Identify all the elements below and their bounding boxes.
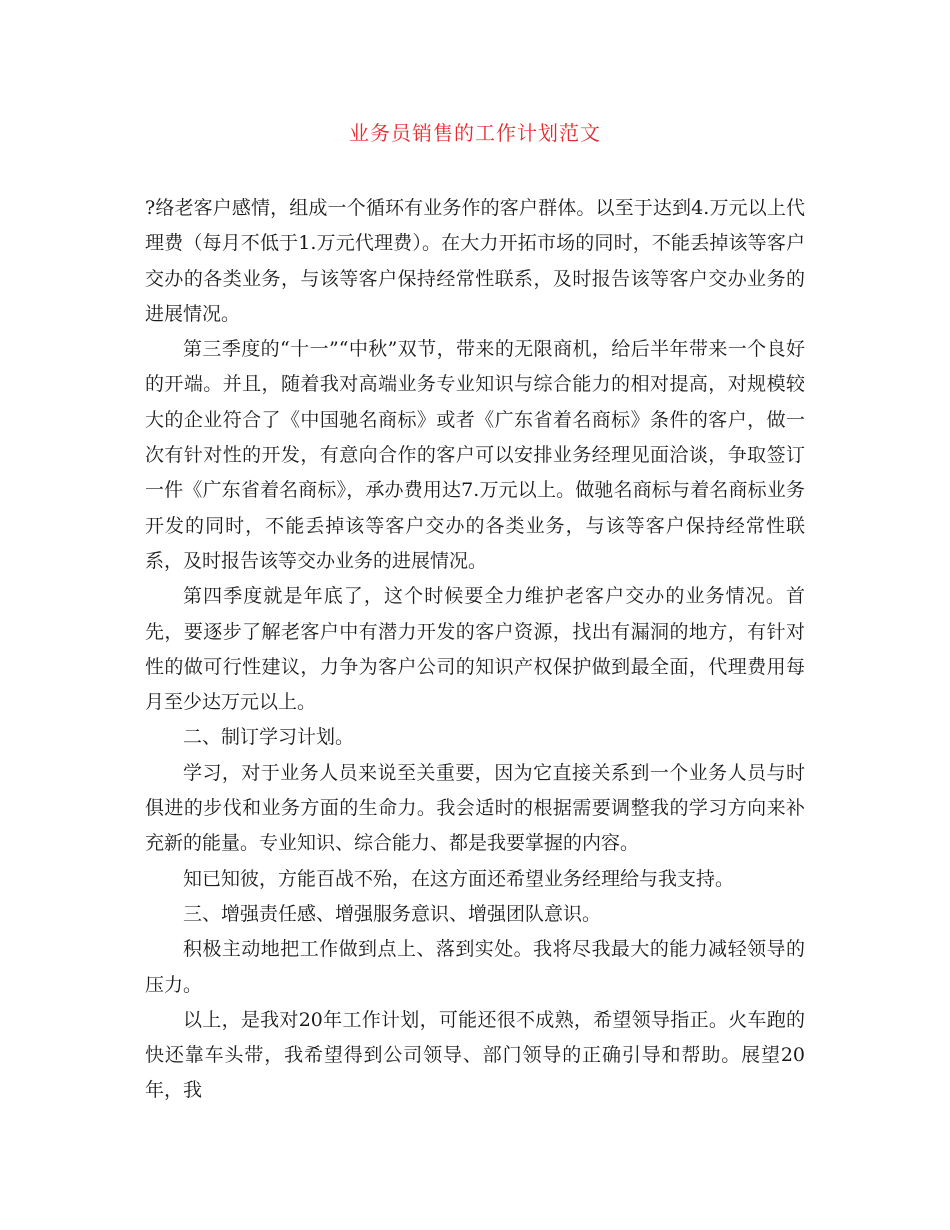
- paragraph: 以上，是我对20年工作计划，可能还很不成熟，希望领导指正。火车跑的快还靠车头带，我希望得到公司领导、部门领导的正确引导和帮助。展望20年，我: [145, 1008, 805, 1102]
- document-body: [145, 191, 805, 1109]
- section-heading: 三、增强责任感、增强服务意识、增强团队意识。: [183, 902, 602, 925]
- paragraph: 第四季度就是年底了，这个时候要全力维护老客户交办的业务情况。首先，要逐步了解老客户中有潜力开发的客户资源，找出有漏洞的地方，有针对性的做可行性建议，力争为客户公司的知识产权保护做到最全面，代理费用每月至少达万元以上。: [145, 585, 805, 714]
- section-heading: 二、制订学习计划。: [183, 726, 355, 749]
- paragraph: 知已知彼，方能百战不殆，在这方面还希望业务经理给与我支持。: [183, 867, 735, 890]
- paragraph: ?络老客户感情，组成一个循环有业务作的客户群体。以至于达到4.万元以上代理费（每月不低于1.万元代理费）。在大力开拓市场的同时，不能丢掉该等客户交办的各类业务，与该等客户保持经常性联系，及时报告该等客户交办业务的进展情况。: [145, 197, 805, 325]
- paragraph: 第三季度的“十一”“中秋”双节，带来的无限商机，给后半年带来一个良好的开端。并且，随着我对高端业务专业知识与综合能力的相对提高，对规模较大的企业符合了《中国驰名商标》或者《广东省着名商标》条件的客户，做一次有针对性的开发，有意向合作的客户可以安排业务经理见面洽谈，争取签订一件《广东省着名商标》，承办费用达7.万元以上。做驰名商标与着名商标业务开发的同时，不能丢掉该等客户交办的各类业务，与该等客户保持经常性联系，及时报告该等交办业务的进展情况。: [145, 338, 805, 572]
- paragraph: 积极主动地把工作做到点上、落到实处。我将尽我最大的能力减轻领导的压力。: [145, 938, 805, 996]
- document-title: 业务员销售的工作计划范文: [349, 121, 601, 145]
- paragraph: 学习，对于业务人员来说至关重要，因为它直接关系到一个业务人员与时俱进的步伐和业务方面的生命力。我会适时的根据需要调整我的学习方向来补充新的能量。专业知识、综合能力、都是我要掌握的内容。: [145, 761, 805, 855]
